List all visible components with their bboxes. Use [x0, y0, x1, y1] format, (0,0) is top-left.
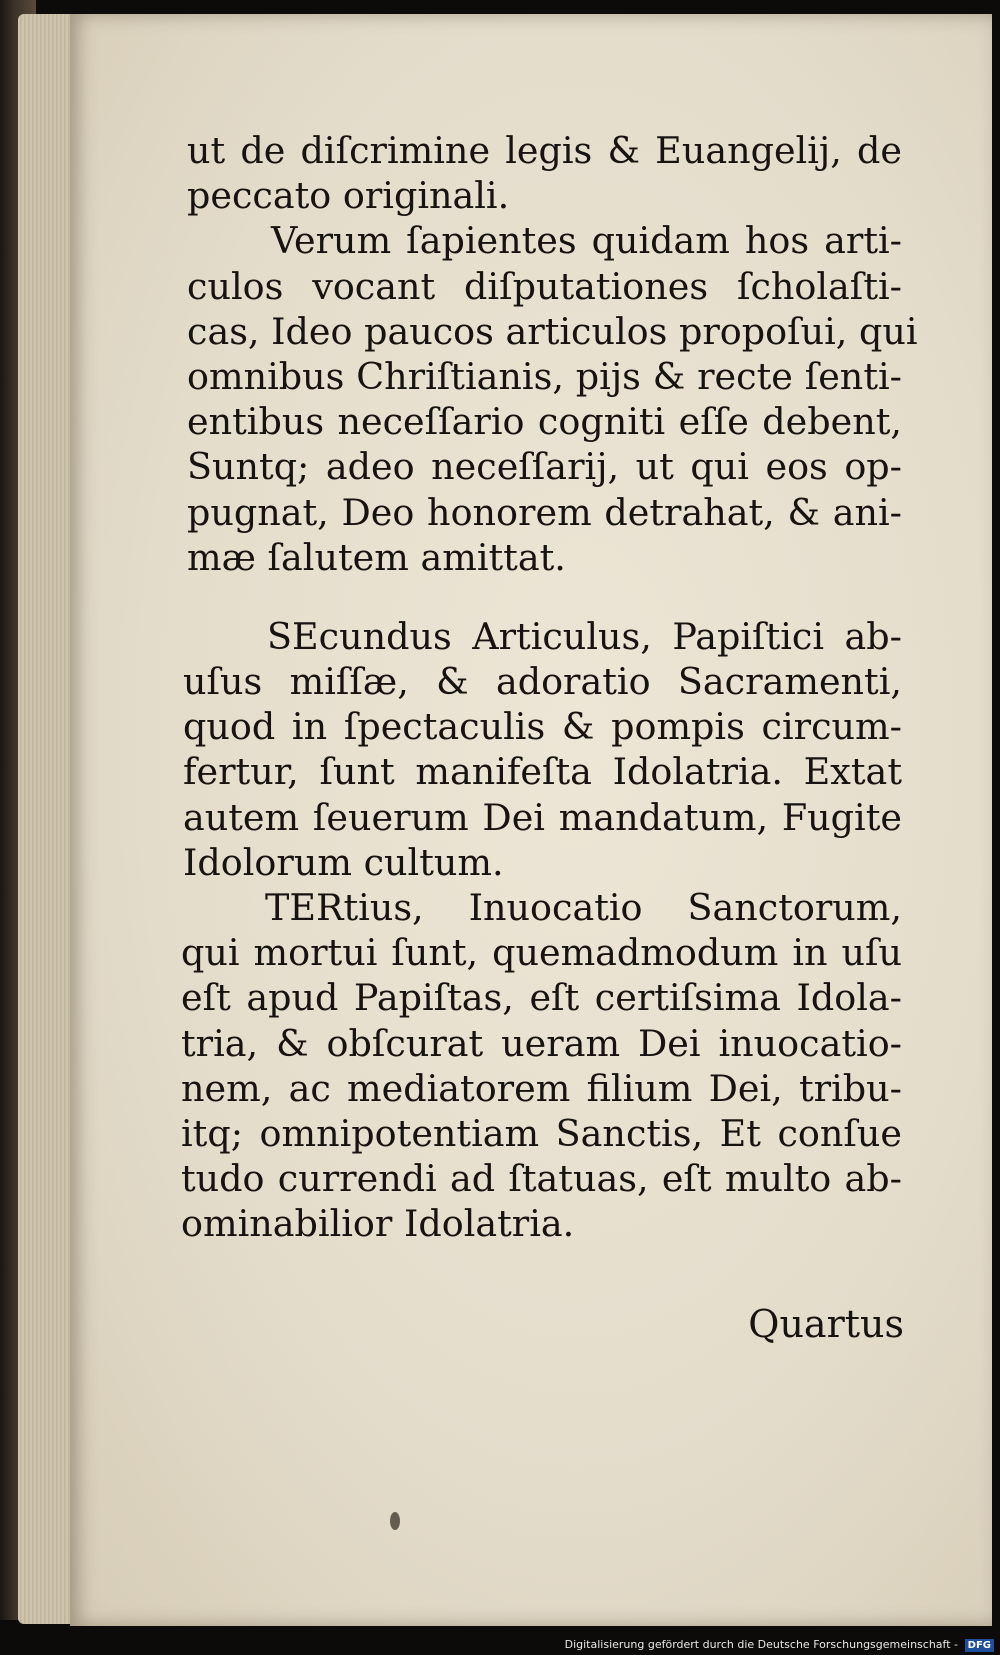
- paragraph: [187, 128, 902, 218]
- text-line: nem, ac mediatorem filium Dei, tribu-: [181, 1066, 902, 1110]
- catchword: Quartus: [748, 1302, 904, 1346]
- body-text: [181, 128, 918, 1247]
- text-line: uſus miſſæ, & adoratio Sacramenti,: [183, 660, 902, 704]
- text-line: tudo currendi ad ſtatuas, eſt multo ab-: [181, 1157, 902, 1201]
- text-line: eſt apud Papiſtas, eſt certiſsima Idola-: [181, 976, 902, 1020]
- text-line: ominabilior Idolatria.: [181, 1202, 575, 1246]
- text-line: culos vocant diſputationes ſcholaſti-: [187, 264, 902, 308]
- text-line: TERtius, Inuocatio Sanctorum,: [265, 886, 902, 929]
- text-line: SEcundus Articulus, Papiſtici ab-: [267, 614, 902, 658]
- paragraph-gap: [187, 580, 902, 614]
- text-line: tria, & obſcurat ueram Dei inuocatio-: [181, 1021, 902, 1065]
- digitization-credit: Digitalisierung gefördert durch die Deutsche Forschungsgemeinschaft -: [564, 1638, 958, 1651]
- text-line: Verum ſapientes quidam hos arti-: [271, 219, 902, 263]
- text-line: pugnat, Deo honorem detrahat, & ani-: [187, 490, 902, 534]
- dfg-logo-badge: DFG: [965, 1639, 994, 1652]
- text-line: Suntq; adeo neceſſarij, ut qui eos op-: [187, 445, 902, 489]
- paragraph: [183, 614, 902, 885]
- text-line: entibus neceſſario cogniti eſſe debent,: [187, 400, 902, 444]
- text-line: Idolorum cultum.: [183, 840, 504, 884]
- text-line: autem ſeuerum Dei mandatum, Fugite: [183, 795, 902, 839]
- paragraph: [187, 218, 918, 580]
- text-line: ut de diſcrimine legis & Euangelij, de: [187, 129, 902, 172]
- page-stack-edge: [18, 14, 76, 1624]
- text-line: omnibus Chriſtianis, pijs & recte ſenti-: [187, 354, 902, 398]
- text-line: fertur, ſunt manifeſta Idolatria. Extat: [183, 750, 902, 794]
- ink-stain: [390, 1512, 400, 1530]
- text-line: cas, Ideo paucos articulos propoſui, qui: [187, 309, 918, 353]
- text-line: itq; omnipotentiam Sanctis, Et conſue: [181, 1111, 902, 1155]
- text-line: mæ ſalutem amittat.: [187, 535, 566, 579]
- text-line: quod in ſpectaculis & pompis circum-: [183, 705, 902, 749]
- text-line: qui mortui ſunt, quemadmodum in uſu: [181, 931, 902, 975]
- text-line: peccato originali.: [187, 174, 510, 218]
- paragraph: [181, 885, 902, 1247]
